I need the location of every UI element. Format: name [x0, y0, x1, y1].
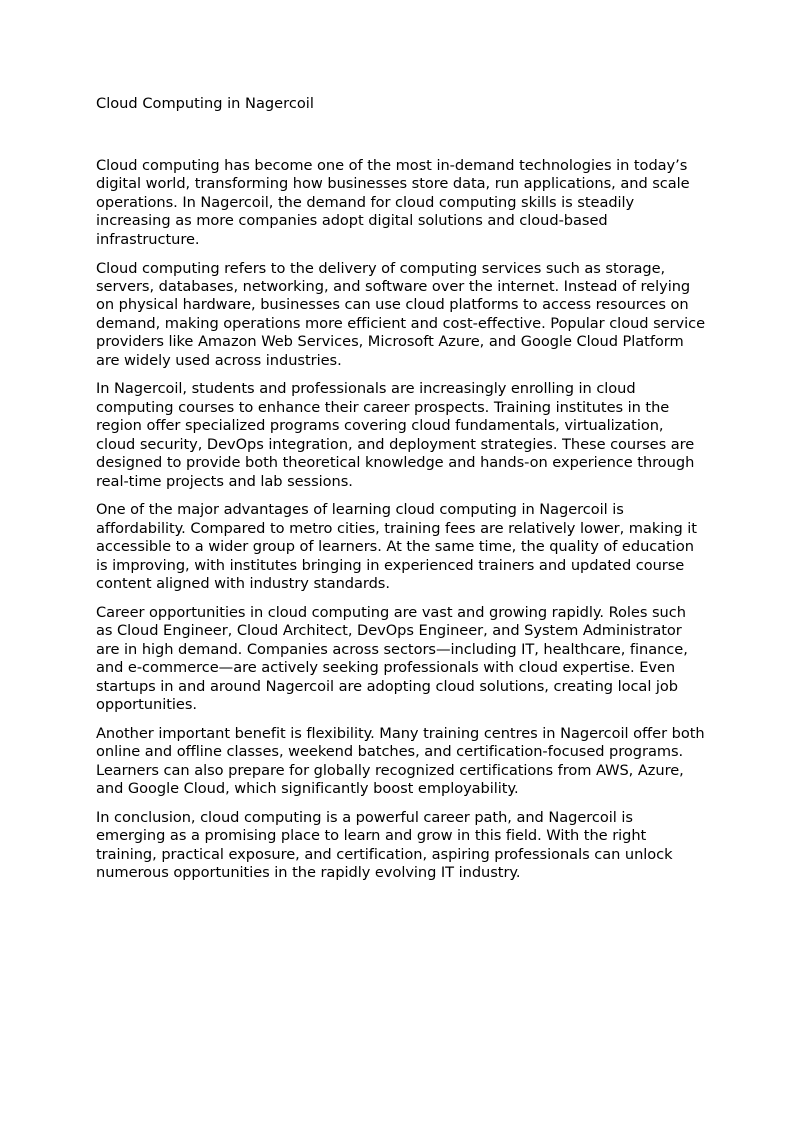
document-title: Cloud Computing in Nagercoil: [96, 95, 314, 112]
paragraph-definition: Cloud computing refers to the delivery of computing services such as storage, servers, databases, networking, and software over the internet. Instead of relying on physical hardware, businesses can use cloud platforms to access resources on demand, making operations more efficient and cost-effective. Popular cloud service providers like Amazon Web Services, Microsoft Azure, and Google Cloud Platform are widely used across industries.: [96, 259, 705, 369]
paragraph-training: In Nagercoil, students and professionals are increasingly enrolling in cloud computing courses to enhance their career prospects. Training institutes in the region offer specialized programs covering cloud fundamentals, virtualization, cloud security, DevOps integration, and deployment strategies. These courses are designed to provide both theoretical knowledge and hands-on experience through real-time projects and lab sessions.: [96, 380, 695, 490]
paragraph-careers: Career opportunities in cloud computing are vast and growing rapidly. Roles such as Cloud Engineer, Cloud Architect, DevOps Engineer, and System Administrator are in high demand. Companies across sectors—including IT, healthcare, finance, and e-commerce—are actively seeking professionals with cloud expertise. Even startups in and around Nagercoil are adopting cloud solutions, creating local job opportunities.: [96, 603, 688, 713]
paragraph-affordability: One of the major advantages of learning cloud computing in Nagercoil is affordability. Compared to metro cities, training fees are relatively lower, making it accessible to a wider group of learners. At the same time, the quality of education is improving, with institutes bringing in experienced trainers and updated course content aligned with industry standards.: [96, 501, 697, 593]
document-page: [96, 94, 706, 893]
paragraph-conclusion: In conclusion, cloud computing is a powerful career path, and Nagercoil is emerging as a promising place to learn and grow in this field. With the right training, practical exposure, and certification, aspiring professionals can unlock numerous opportunities in the rapidly evolving IT industry.: [96, 809, 673, 882]
paragraph-intro: Cloud computing has become one of the most in-demand technologies in today’s digital world, transforming how businesses store data, run applications, and scale operations. In Nagercoil, the demand for cloud computing skills is steadily increasing as more companies adopt digital solutions and cloud-based infrastructure.: [96, 157, 690, 248]
paragraph-flexibility: Another important benefit is flexibility. Many training centres in Nagercoil offer both online and offline classes, weekend batches, and certification-focused programs. Learners can also prepare for globally recognized certifications from AWS, Azure, and Google Cloud, which significantly boost employability.: [96, 724, 705, 798]
document-body: [96, 157, 706, 883]
